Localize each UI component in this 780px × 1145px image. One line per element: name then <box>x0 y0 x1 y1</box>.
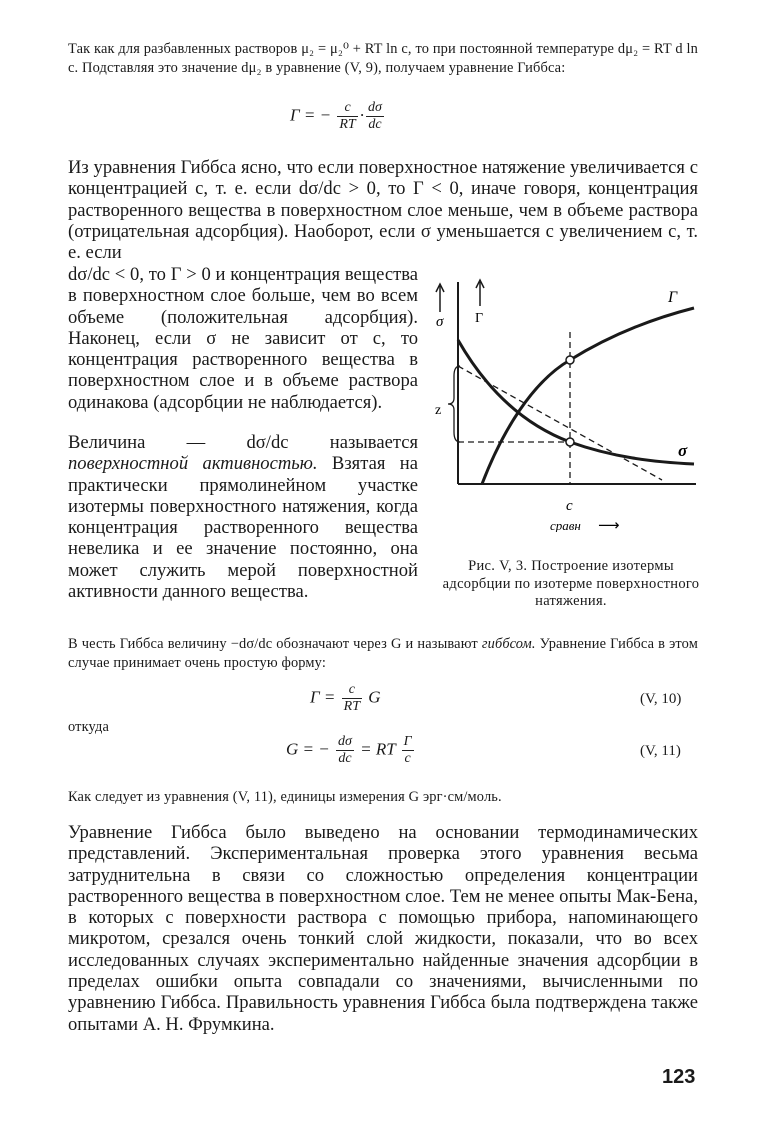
equation-number-v11: (V, 11) <box>640 743 681 759</box>
equation-number-v10: (V, 10) <box>640 691 682 707</box>
intro-paragraph: Так как для разбавленных растворов μ₂ = μ₂⁰ + RT ln c, то при постоянной температуре dμ₂ = RT d ln c. Подставляя это значение dμ₂ в уравнение (V, 9), получаем уравнение Гиббса: <box>68 41 698 76</box>
para2-rest: Взятая на практически прямолинейном участке изотермы поверхностного натяжения, когда концентрация растворенного вещества невелика и ее значение постоянно, она может служить мерой поверхностной активности данного вещества. <box>68 453 418 603</box>
para3-text-a: В честь Гиббса величину −dσ/dc обозначают через G и называют <box>68 636 482 652</box>
isotherm-figure <box>432 272 704 532</box>
eq11-fraction-1: $\frac{d\sigma}{dc}$ <box>337 734 352 766</box>
otkuda-text: откуда <box>68 719 109 735</box>
point-adsorption <box>566 356 574 364</box>
label-sigma-curve: σ <box>678 441 688 460</box>
eq-dot: · <box>359 105 364 125</box>
point-surface-tension <box>566 438 574 446</box>
page-number: 123 <box>662 1066 696 1088</box>
paragraph-experimental-check: Уравнение Гиббса было выведено на основании термодинамических представлений. Экспериментальная проверка этого уравнения весьма затруднительна в связи со сложностью определения концентрации растворенного вещества в поверхностном слое. Тем не менее опыты Мак-Бена, в которых с поверхности раствора с помощью прибора, напоминающего микротом, срезался очень тонкий слой жидкости, показали, что во всех исследованных случаях экспериментально найденные значения адсорбции в пределах ошибки опыта совпадали со значениями, вычисленными по уравнению Гиббса. Правильность уравнения Гиббса была подтверждена также опытами А. Н. Фрумкина. <box>68 822 698 1035</box>
para3-term: гиббсом. <box>481 636 536 652</box>
eq11-fraction-2: $\frac{\Gamma}{c}$ <box>403 734 412 766</box>
tangent-line <box>458 366 662 480</box>
eq11-lhs: G = − <box>286 739 330 759</box>
label-c: c <box>566 498 573 514</box>
eq11-mid: = RT <box>360 739 396 759</box>
figure-caption: Рис. V, 3. Построение изотермы адсорбции по изотерме поверхностного натяжения. <box>442 558 700 609</box>
label-gamma-curve: Γ <box>668 289 678 306</box>
eq-fraction-1: $\frac{c}{RT}$ <box>339 100 356 132</box>
para2-term: поверхностной активностью. <box>68 453 318 475</box>
label-z: z <box>435 403 442 418</box>
eq10-fraction: $\frac{c}{RT}$ <box>343 682 360 714</box>
eq-fraction-2: $\frac{d\sigma}{dc}$ <box>367 100 382 132</box>
paragraph-surface-activity <box>68 432 418 602</box>
label-gamma-axis: Γ <box>475 311 484 326</box>
para2-lead: Величина — dσ/dc называется <box>68 432 418 453</box>
surface-tension-curve <box>458 340 694 464</box>
eq10-lhs: Γ = <box>310 687 336 707</box>
label-c-equilibrium: cравн <box>550 518 581 532</box>
label-sigma: σ <box>436 314 444 330</box>
equation-v10 <box>310 682 381 715</box>
equation-v11 <box>286 734 416 767</box>
gibbs-equation <box>290 100 386 133</box>
eq10-rhs: G <box>368 687 381 707</box>
eq-lhs: Γ = − <box>290 105 332 125</box>
adsorption-curve <box>482 308 694 484</box>
label-axis-arrow: ⟶ <box>598 516 620 532</box>
paragraph-gibbs-unit <box>68 635 698 673</box>
paragraph-gibbs-interpretation: Из уравнения Гиббса ясно, что если поверхностное натяжение увеличивается с концентрацией c, т. е. если dσ/dc > 0, то Γ < 0, иначе говоря, концентрация растворенного вещества в поверхностном слое меньше, чем в объеме раствора (отрицательная адсорбция). Наоборот, если σ уменьшается с увеличением c, т. е. если <box>68 157 698 264</box>
para3-text-b: Уравнение Гиббса в этом случае принимает очень простую форму: <box>68 636 698 671</box>
units-text: Как следует из уравнения (V, 11), единицы измерения G эрг·см/моль. <box>68 789 502 805</box>
paragraph-gibbs-interpretation-cont: dσ/dc < 0, то Γ > 0 и концентрация вещества в поверхностном слое больше, чем во всем объеме (положительная адсорбция). Наконец, если σ не зависит от c, то концентрация растворенного вещества в поверхностном слое и в объеме раствора одинакова (адсорбции не наблюдается). <box>68 264 418 413</box>
